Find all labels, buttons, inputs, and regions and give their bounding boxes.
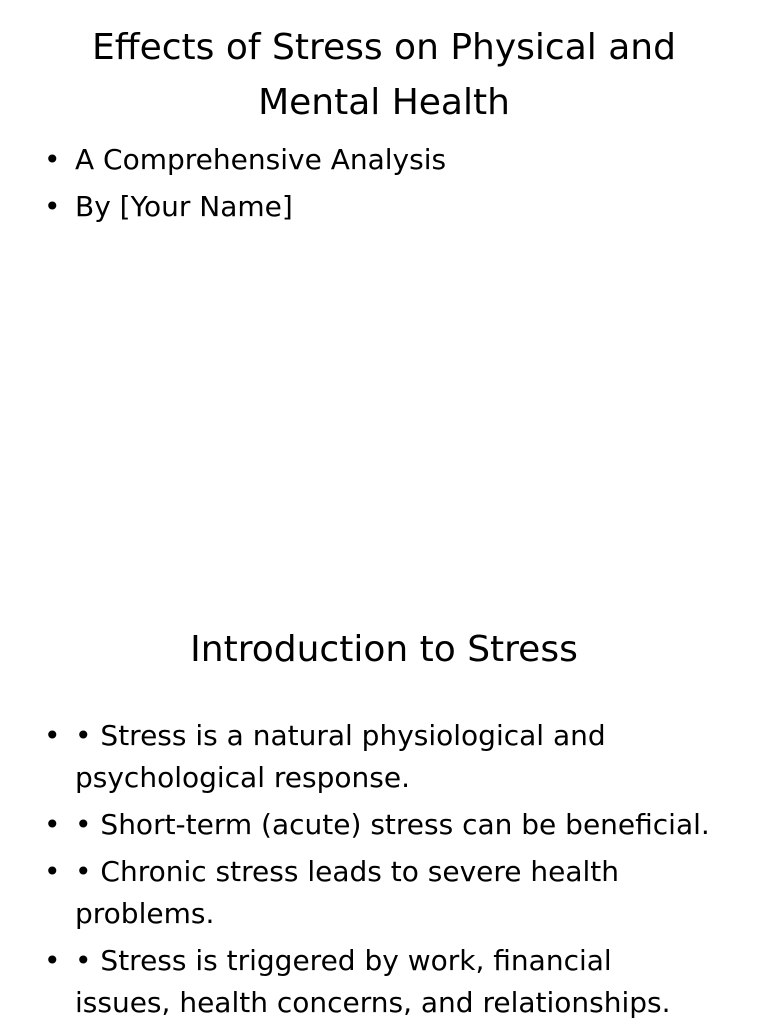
bullet-item [40,940,710,1024]
bullet-icon: • [44,855,61,888]
slide-title: Introduction to Stress [190,629,578,670]
bullet-icon: • [44,719,61,752]
bullet-item [40,715,710,799]
introduction-slide [0,580,768,1024]
bullet-icon: • [44,190,61,223]
bullet-text: • Stress is triggered by work, financial issues, health concerns, and relationships. [75,944,671,1019]
bullet-item [40,139,710,181]
bullet-icon: • [44,944,61,977]
bullet-icon: • [44,143,61,176]
bullet-text: • Chronic stress leads to severe health problems. [75,855,620,930]
bullet-text: By [Your Name] [75,190,293,223]
bullet-text: A Comprehensive Analysis [75,143,447,176]
bullet-item [40,851,710,935]
slide-title: Effects of Stress on Physical and Mental Health [92,27,676,123]
bullet-icon: • [44,808,61,841]
bullet-list [40,139,710,233]
bullet-item [40,186,710,228]
bullet-item [40,804,710,846]
bullet-list [40,715,710,1029]
bullet-text: • Short-term (acute) stress can be beneficial. [75,808,710,841]
bullet-text: • Stress is a natural physiological and psychological response. [75,719,606,794]
